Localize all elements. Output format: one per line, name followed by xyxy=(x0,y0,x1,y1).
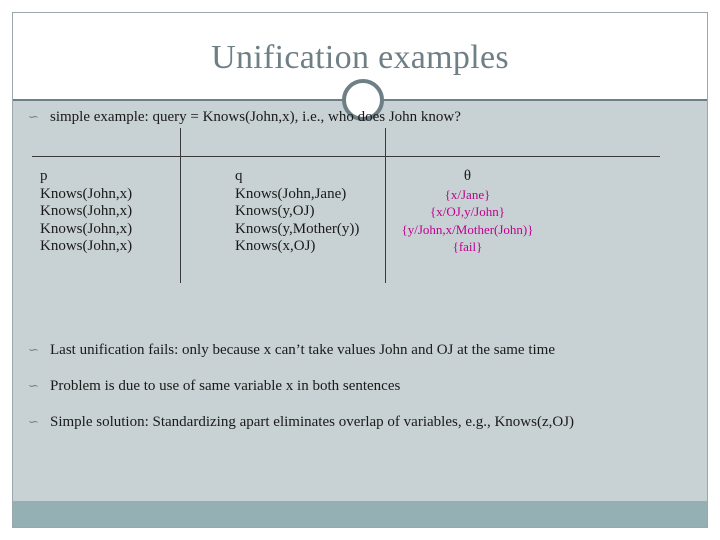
slide xyxy=(12,12,708,528)
slide-title: Unification examples xyxy=(211,39,509,76)
bullet-text: Problem is due to use of same variable x in both sentences xyxy=(50,378,401,394)
table-rule-horizontal xyxy=(32,156,660,157)
bullet-icon: ∽ xyxy=(28,342,39,357)
column-p xyxy=(40,168,132,256)
footer-bar xyxy=(13,501,707,527)
table-cell: Knows(x,OJ) xyxy=(235,238,316,254)
table-cell: Knows(John,Jane) xyxy=(235,185,347,202)
column-header-theta: θ xyxy=(463,168,472,184)
bullet-solution xyxy=(28,414,574,431)
table-cell: {fail} xyxy=(452,239,483,254)
table-cell: {x/Jane} xyxy=(444,186,491,202)
table-cell: Knows(John,x) xyxy=(40,220,133,237)
bullet-icon: ∽ xyxy=(28,109,39,124)
column-q xyxy=(235,168,359,256)
column-header-q: q xyxy=(235,168,243,184)
bullet-problem xyxy=(28,378,400,395)
bullet-last-fails xyxy=(28,342,555,359)
table-rule-vertical-1 xyxy=(180,128,181,283)
column-header-p: p xyxy=(40,168,48,184)
bullet-text: Last unification fails: only because x can’t take values John and OJ at the same time xyxy=(50,342,555,358)
column-theta xyxy=(385,168,550,256)
bullet-text: simple example: query = Knows(John,x), i.e., who does John know? xyxy=(50,109,461,125)
table-cell: {x/OJ,y/John} xyxy=(430,204,505,219)
bullet-icon: ∽ xyxy=(28,414,39,429)
bullet-intro xyxy=(28,109,461,126)
table-cell: Knows(y,Mother(y)) xyxy=(235,220,360,237)
table-cell: {y/John,x/Mother(John)} xyxy=(401,221,534,237)
table-cell: Knows(y,OJ) xyxy=(235,203,315,219)
bullet-icon: ∽ xyxy=(28,378,39,393)
bullet-text: Simple solution: Standardizing apart eliminates overlap of variables, e.g., Knows(z,OJ) xyxy=(50,414,575,430)
table-cell: Knows(John,x) xyxy=(40,238,133,254)
table-cell: Knows(John,x) xyxy=(40,185,133,202)
content-area xyxy=(13,99,707,501)
table-cell: Knows(John,x) xyxy=(40,203,133,219)
